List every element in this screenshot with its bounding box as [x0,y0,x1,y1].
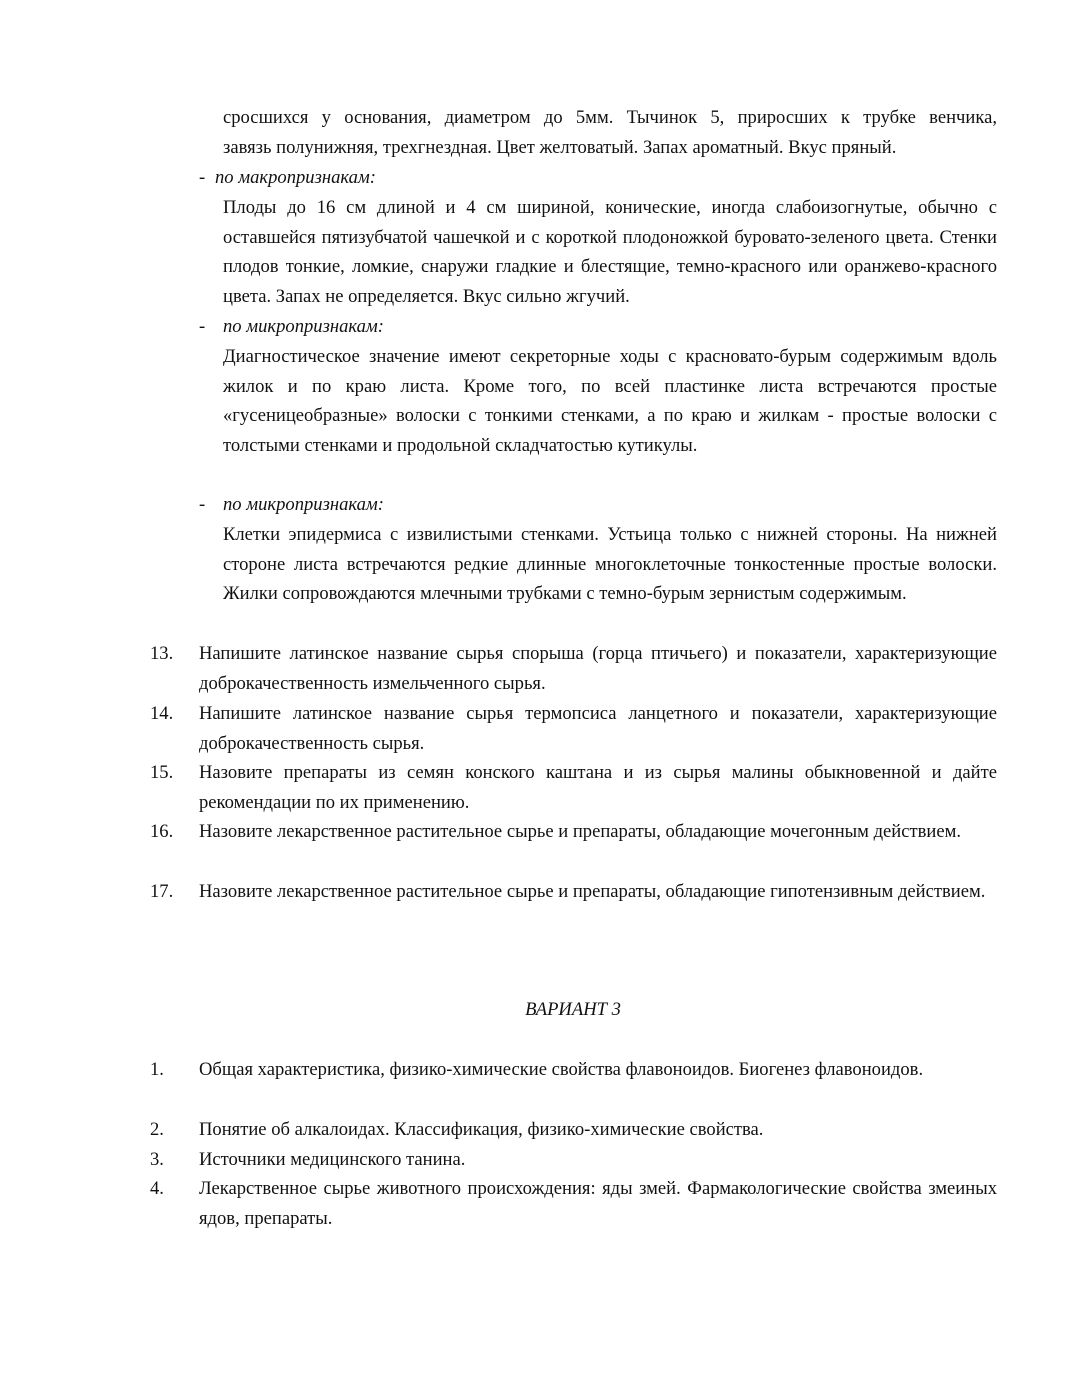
variant-question-item [150,1055,997,1085]
variant-question-item [150,1115,997,1145]
section-micro-text-1 [223,342,997,460]
section-micro-text-2 [223,520,997,609]
question-text: Напишите латинское название сырья спорыша (горца птичьего) и показатели, характеризующие доброкачественность измельченного сырья. [199,643,997,694]
variant-question-item [150,1145,997,1175]
question-item [150,758,997,817]
variant-question-item [150,1174,997,1233]
question-number: 14. [150,703,174,724]
dash-marker: - [199,316,206,337]
question-item [150,699,997,758]
question-number: 4. [150,1178,164,1199]
section-macro-heading [199,163,997,193]
paragraph: Диагностическое значение имеют секреторные ходы с красновато-бурым содержимым вдоль жилок и по краю листа. Кроме того, по всей пластинке листа встречаются простые «гусеницеобразные» волоски с тонкими стенками, а по краю и жилкам - простые волоски с толстыми стенками и продольной складчатостью кутикулы. [223,346,997,456]
question-number: 13. [150,643,174,664]
section-macro-text [223,193,997,311]
question-text: Назовите лекарственное растительное сырье и препараты, обладающие мочегонным действием. [199,821,962,842]
dash-marker: - [199,167,206,188]
question-number: 3. [150,1149,164,1170]
section-heading-text: по микропризнакам: [223,316,384,337]
question-number: 1. [150,1059,164,1080]
question-item [150,639,997,698]
dash-marker: - [199,494,206,515]
intro-line-1: сросшихся у основания, диаметром до 5мм. Тычинок 5, приросших к трубке венчика, [223,107,997,128]
intro-line-2: завязь полунижняя, трехгнездная. Цвет желтоватый. Запах ароматный. Вкус пряный. [223,137,897,158]
question-number: 2. [150,1119,164,1140]
question-number: 16. [150,821,174,842]
section-micro-heading-1 [199,312,997,342]
question-text: Общая характеристика, физико-химические свойства флавоноидов. Биогенез флавоноидов. [199,1059,924,1080]
section-heading-text: по микропризнакам: [223,494,384,515]
question-text: Источники медицинского танина. [199,1149,466,1170]
question-text: Напишите латинское название сырья термопсиса ланцетного и показатели, характеризующие доброкачественность сырья. [199,703,997,754]
paragraph: Клетки эпидермиса с извилистыми стенками. Устьица только с нижней стороны. На нижней стороне листа встречаются редкие длинные многоклеточные тонкостенные простые волоски. Жилки сопровождаются млечными трубками с темно-бурым зернистым содержимым. [223,524,997,605]
paragraph: Плоды до 16 см длиной и 4 см шириной, конические, иногда слабоизогнутые, обычно с оставшейся пятизубчатой чашечкой и с короткой плодоножкой буровато-зеленого цвета. Стенки плодов тонкие, ломкие, снаружи гладкие и блестящие, темно-красного или оранжево-красного цвета. Запах не определяется. Вкус сильно жгучий. [223,197,997,307]
question-number: 15. [150,762,174,783]
question-number: 17. [150,881,174,902]
question-text: Назовите препараты из семян конского каштана и из сырья малины обыкновенной и дайте рекомендации по их применению. [199,762,997,813]
question-text: Понятие об алкалоидах. Классификация, физико-химические свойства. [199,1119,764,1140]
question-item [150,877,997,907]
section-heading-text: по макропризнакам: [215,167,376,188]
question-text: Лекарственное сырье животного происхождения: яды змей. Фармакологические свойства змеиных ядов, препараты. [199,1178,997,1229]
section-micro-heading-2 [199,490,997,520]
question-text: Назовите лекарственное растительное сырье и препараты, обладающие гипотензивным действием. [199,881,986,902]
question-item [150,817,997,847]
variant-title: ВАРИАНТ 3 [525,999,621,1020]
